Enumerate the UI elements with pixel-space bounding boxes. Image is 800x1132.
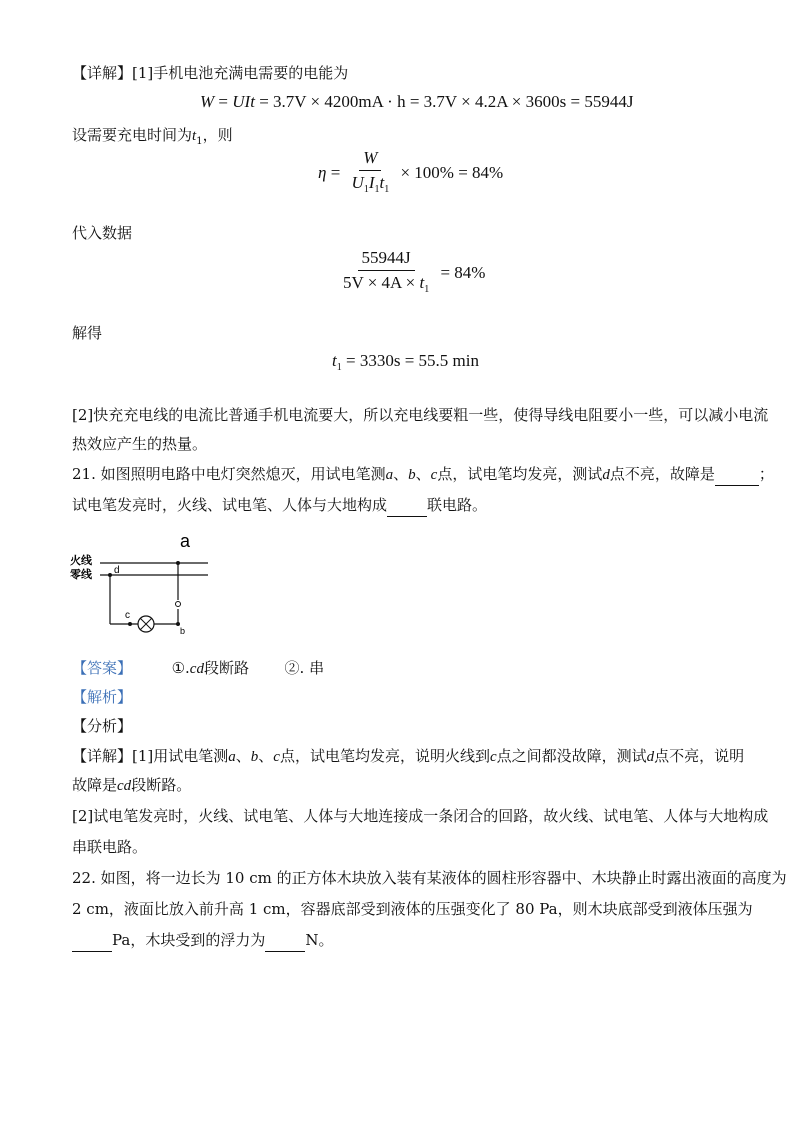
answer-blank[interactable] [715, 463, 759, 486]
text: [2]快充充电线的电流比普通手机电流要大，所以充电线要粗一些，使得导线电阻要小一些，可以减小电流 [72, 406, 769, 424]
paragraph-set-time [72, 124, 233, 153]
question-22-line-1: 22. 如图，将一边长为 10 cm 的正方体木块放入装有某液体的圆柱形容器中、木块静止时露出液面的高度为 [72, 869, 787, 887]
eq-rest: = 84% [440, 262, 486, 282]
paragraph-fast-charge-2 [72, 433, 207, 455]
eq-var-w: W [200, 92, 215, 111]
label-b: b [180, 626, 186, 636]
text: 设需要充电时间为 [72, 126, 193, 144]
label-a: a [180, 531, 191, 551]
answer-blank[interactable] [265, 929, 305, 952]
fraction-denominator: $U_1I_1t_1$ [351, 173, 390, 195]
label-d: d [114, 565, 120, 576]
fraction-numerator: W [359, 148, 381, 171]
detail-line-2: 故障是cd段断路。 [72, 776, 192, 794]
question-21-line-2: 试电笔发亮时，火线、试电笔、人体与大地构成 联电路。 [72, 494, 487, 517]
analysis-sub-tag: 【分析】 [72, 717, 133, 735]
eq-var-t: t [250, 92, 255, 111]
eq-var-u: U [232, 92, 245, 111]
question-22-line-3: Pa，木块受到的浮力为 N。 [72, 929, 334, 952]
answer-line: 【答案】 ①.cd段断路 ②. 串 [72, 659, 325, 677]
detail-paragraph-1 [72, 62, 348, 84]
node-a-dot [176, 561, 180, 565]
detail-line-3: [2]试电笔发亮时，火线、试电笔、人体与大地连接成一条闭合的回路，故火线、试电笔、人体与大地构成 [72, 807, 769, 825]
text: 热效应产生的热量。 [72, 435, 208, 453]
detail-line-4: 串联电路。 [72, 838, 148, 856]
eq-rest: × 100% = 84% [400, 162, 504, 182]
fraction-numerator: 55944J [358, 248, 415, 271]
text: ，则 [202, 126, 233, 144]
text: 代入数据 [72, 224, 133, 242]
equation-energy: W = UIt = 3.7V × 4200mA · h = 3.7V × 4.2A × 3600s = 55944J [200, 92, 634, 111]
fraction [348, 148, 394, 200]
eq-rest: = 3330s = 55.5 min [341, 351, 479, 370]
circuit-diagram [68, 526, 218, 636]
label-fire-line: 火线 [70, 555, 92, 567]
equation-efficiency: η = $\frac{W}{U_1I_1t_1}$ × 100% = 84% [318, 148, 503, 200]
paragraph-substitute [72, 222, 132, 244]
label-neutral-line: 零线 [70, 569, 92, 581]
node-d-dot [108, 573, 112, 577]
detail-text: [1]手机电池充满电需要的电能为 [132, 64, 349, 82]
label-c: c [125, 610, 130, 621]
equation-substituted [336, 248, 485, 300]
answer-blank[interactable] [387, 494, 427, 517]
detail-line-1: 【详解】[1]用试电笔测a、b、c点，试电笔均发亮，说明火线到c点之间都没故障，测试d点不亮，说明 [72, 747, 745, 765]
switch-icon [176, 602, 181, 607]
analysis-tag: 【解析】 [72, 688, 133, 706]
text: 解得 [72, 324, 103, 342]
eq-eta: η [318, 162, 327, 182]
fraction-denominator: $5V \times 4A \times t_1$ [343, 273, 430, 295]
eq-var-i: I [244, 92, 251, 111]
var-sub: 1 [196, 136, 203, 147]
equation-result: $t_1 = 3330s = 55.5$ min [332, 351, 479, 373]
fraction [339, 248, 433, 300]
var-t: t [192, 128, 197, 144]
question-21-line-1: 21. 如图照明电路中电灯突然熄灭，用试电笔测a、b、c点，试电笔均发亮，测试d点不亮，故障是 ； [72, 463, 774, 486]
node-c-dot [128, 622, 132, 626]
paragraph-fast-charge-1 [72, 404, 768, 426]
detail-tag: 【详解】 [72, 64, 133, 82]
paragraph-solve [72, 322, 102, 344]
answer-blank[interactable] [72, 929, 112, 952]
answer-tag: 【答案】 [72, 659, 133, 677]
eq-rest: = 3.7V × 4200mA · h = 3.7V × 4.2A × 3600s = 55944J [254, 92, 634, 111]
question-22-line-2: 2 cm，液面比放入前升高 1 cm，容器底部受到液体的压强变化了 80 Pa，则木块底部受到液体压强为 [72, 900, 753, 918]
